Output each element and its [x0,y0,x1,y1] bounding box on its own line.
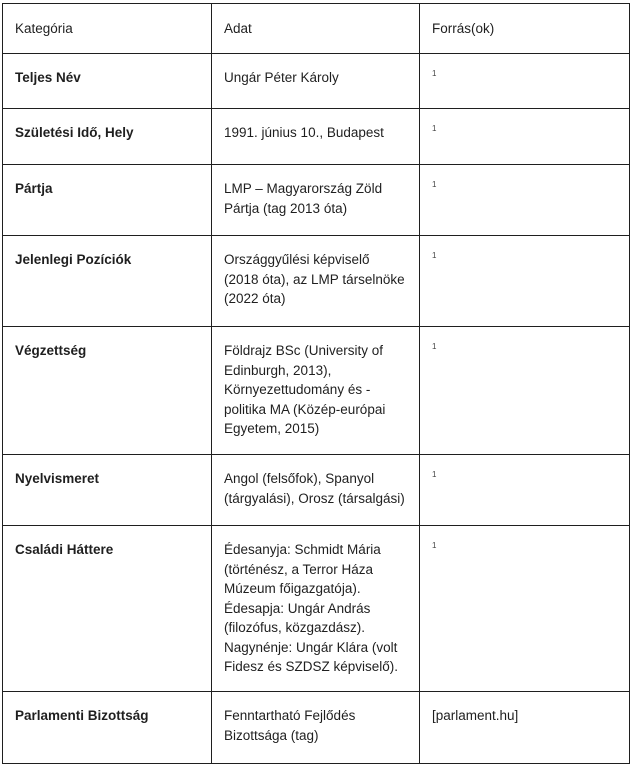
header-sources: Forrás(ok) [420,4,630,54]
row-category: Nyelvismeret [3,455,212,526]
row-data: Angol (felsőfok), Spanyol (tárgyalási), Orosz (társalgási) [212,455,420,526]
row-data: LMP – Magyarország Zöld Pártja (tag 2013 óta) [212,165,420,236]
row-data: 1991. június 10., Budapest [212,109,420,165]
table-row [3,327,630,455]
row-category: Végzettség [3,327,212,455]
header-category: Kategória [3,4,212,54]
header-data: Adat [212,4,420,54]
citation-number[interactable]: 1 [432,180,437,189]
row-category: Családi Háttere [3,526,212,692]
table-row [3,236,630,327]
row-category: Születési Idő, Hely [3,109,212,165]
table-header-row [3,4,630,54]
row-source [420,327,630,455]
row-category: Pártja [3,165,212,236]
row-data: Fenntartható Fejlődés Bizottsága (tag) [212,692,420,764]
table-row [3,109,630,165]
row-source [420,165,630,236]
row-source [420,109,630,165]
table-row [3,455,630,526]
citation-number[interactable]: 1 [432,342,437,351]
info-table [2,3,630,764]
row-category: Parlamenti Bizottság [3,692,212,764]
citation-number[interactable]: 1 [432,69,437,78]
row-data: Édesanyja: Schmidt Mária (történész, a Terror Háza Múzeum főigazgatója). Édesapja: Ungár András (filozófus, közgazdász). Nagynénje: Ungár Klára (volt Fidesz és SZDSZ képviselő). [212,526,420,692]
row-source [420,526,630,692]
table-row [3,54,630,109]
table-row [3,165,630,236]
citation-number[interactable]: 1 [432,124,437,133]
row-source[interactable]: [parlament.hu] [420,692,630,764]
row-source [420,236,630,327]
citation-number[interactable]: 1 [432,541,437,550]
citation-number[interactable]: 1 [432,251,437,260]
table-row [3,692,630,764]
row-source [420,455,630,526]
row-data: Országgyűlési képviselő (2018 óta), az LMP társelnöke (2022 óta) [212,236,420,327]
row-category: Teljes Név [3,54,212,109]
row-category: Jelenlegi Pozíciók [3,236,212,327]
table-row [3,526,630,692]
row-data: Ungár Péter Károly [212,54,420,109]
row-data: Földrajz BSc (University of Edinburgh, 2013), Környezettudomány és -politika MA (Közép-európai Egyetem, 2015) [212,327,420,455]
row-source [420,54,630,109]
citation-number[interactable]: 1 [432,470,437,479]
